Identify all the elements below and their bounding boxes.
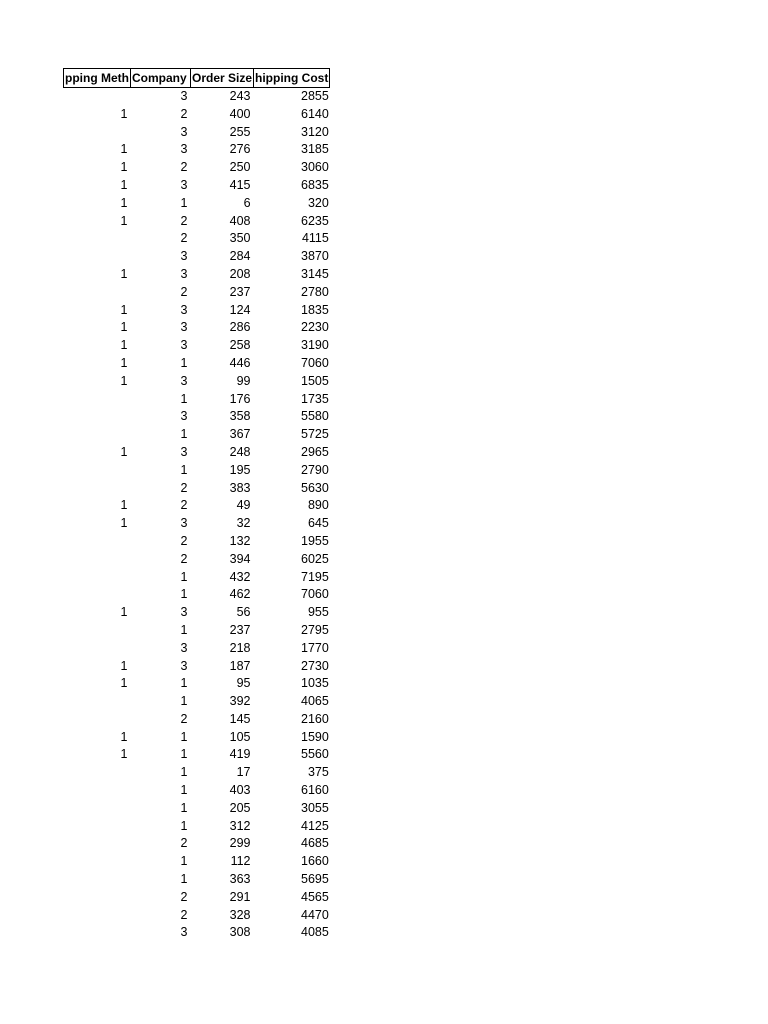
shipping-method-cell[interactable]: 1 xyxy=(120,498,128,513)
order-size-cell[interactable]: 195 xyxy=(229,462,251,477)
shipping-method-cell[interactable] xyxy=(64,764,131,782)
order-size-cell[interactable]: 56 xyxy=(236,605,251,620)
table-row xyxy=(64,391,330,409)
header-row-group xyxy=(64,69,330,88)
shipping-cost-cell[interactable]: 1955 xyxy=(301,533,329,548)
company-cell[interactable]: 3 xyxy=(180,373,188,388)
company-cell[interactable]: 3 xyxy=(180,177,188,192)
order-size-cell[interactable]: 308 xyxy=(229,925,251,940)
order-size-cell[interactable]: 187 xyxy=(229,658,251,673)
shipping-method-cell[interactable]: 1 xyxy=(120,658,128,673)
table-row xyxy=(64,604,330,622)
company-cell[interactable]: 1 xyxy=(180,195,188,210)
header-company[interactable]: Company xyxy=(130,69,190,88)
shipping-cost-cell[interactable]: 1590 xyxy=(301,729,329,744)
company-cell[interactable]: 3 xyxy=(180,302,188,317)
company-cell[interactable]: 1 xyxy=(180,765,188,780)
shipping-method-cell[interactable] xyxy=(64,622,131,640)
order-size-cell[interactable]: 99 xyxy=(236,373,251,388)
table-row xyxy=(64,426,330,444)
shipping-method-cell[interactable] xyxy=(64,88,131,106)
company-cell[interactable]: 3 xyxy=(180,605,188,620)
shipping-cost-cell[interactable]: 2790 xyxy=(301,462,329,477)
company-cell[interactable]: 3 xyxy=(180,320,188,335)
order-size-cell[interactable]: 400 xyxy=(229,106,251,121)
table-row xyxy=(64,177,330,195)
company-cell[interactable]: 1 xyxy=(180,391,188,406)
order-size-cell[interactable]: 205 xyxy=(229,800,251,815)
company-cell[interactable]: 2 xyxy=(180,836,188,851)
company-cell[interactable]: 3 xyxy=(180,124,188,139)
order-size-cell[interactable]: 255 xyxy=(229,124,251,139)
company-cell[interactable]: 3 xyxy=(180,338,188,353)
order-size-cell[interactable]: 419 xyxy=(229,747,251,762)
shipping-method-cell[interactable]: 1 xyxy=(120,195,128,210)
shipping-cost-cell[interactable]: 6140 xyxy=(301,106,329,121)
company-cell[interactable]: 3 xyxy=(180,444,188,459)
shipping-method-cell[interactable] xyxy=(64,230,131,248)
shipping-method-cell[interactable]: 1 xyxy=(120,160,128,175)
shipping-method-cell[interactable] xyxy=(64,480,131,498)
table-row xyxy=(64,640,330,658)
order-size-cell[interactable]: 367 xyxy=(229,427,251,442)
shipping-method-cell[interactable] xyxy=(64,551,131,569)
order-size-cell[interactable]: 408 xyxy=(229,213,251,228)
table-row xyxy=(64,248,330,266)
company-cell[interactable]: 1 xyxy=(180,587,188,602)
order-size-cell[interactable]: 328 xyxy=(229,907,251,922)
order-size-cell[interactable]: 248 xyxy=(229,444,251,459)
table-row xyxy=(64,729,330,747)
shipping-method-cell[interactable]: 1 xyxy=(120,177,128,192)
company-cell[interactable]: 2 xyxy=(180,106,188,121)
table-row xyxy=(64,497,330,515)
shipping-cost-cell[interactable]: 7060 xyxy=(301,355,329,370)
company-cell[interactable]: 2 xyxy=(180,213,188,228)
shipping-cost-cell[interactable]: 1505 xyxy=(301,373,329,388)
table-row xyxy=(64,124,330,142)
shipping-method-cell[interactable] xyxy=(64,124,131,142)
shipping-method-cell[interactable] xyxy=(64,284,131,302)
shipping-method-cell[interactable]: 1 xyxy=(120,142,128,157)
shipping-method-cell[interactable] xyxy=(64,391,131,409)
shipping-cost-cell[interactable]: 890 xyxy=(307,498,329,513)
table-row xyxy=(64,337,330,355)
shipping-method-cell[interactable] xyxy=(64,693,131,711)
shipping-cost-cell[interactable]: 2160 xyxy=(301,711,329,726)
shipping-method-cell[interactable] xyxy=(64,924,131,942)
company-cell[interactable]: 2 xyxy=(180,480,188,495)
table-row xyxy=(64,835,330,853)
shipping-method-cell[interactable]: 1 xyxy=(120,444,128,459)
company-cell[interactable]: 3 xyxy=(180,640,188,655)
shipping-cost-cell[interactable]: 5560 xyxy=(301,747,329,762)
shipping-method-cell[interactable] xyxy=(64,782,131,800)
shipping-cost-cell[interactable]: 2230 xyxy=(301,320,329,335)
shipping-method-cell[interactable] xyxy=(64,711,131,729)
shipping-method-cell[interactable]: 1 xyxy=(120,729,128,744)
company-cell[interactable]: 2 xyxy=(180,907,188,922)
table-row xyxy=(64,319,330,337)
order-size-cell[interactable]: 95 xyxy=(236,676,251,691)
shipping-cost-cell[interactable]: 1835 xyxy=(301,302,329,317)
shipping-method-cell[interactable] xyxy=(64,800,131,818)
table-row xyxy=(64,586,330,604)
table-row xyxy=(64,622,330,640)
shipping-method-cell[interactable] xyxy=(64,835,131,853)
order-size-cell[interactable]: 312 xyxy=(229,818,251,833)
shipping-cost-cell[interactable]: 4125 xyxy=(301,818,329,833)
order-size-cell[interactable]: 49 xyxy=(236,498,251,513)
company-cell[interactable]: 3 xyxy=(180,658,188,673)
shipping-method-cell[interactable]: 1 xyxy=(120,605,128,620)
shipping-cost-cell[interactable]: 955 xyxy=(307,605,329,620)
company-cell[interactable]: 1 xyxy=(180,818,188,833)
shipping-cost-cell[interactable]: 3145 xyxy=(301,266,329,281)
shipping-method-cell[interactable] xyxy=(64,871,131,889)
header-shipping-cost[interactable]: hipping Cost xyxy=(254,69,330,88)
table-row xyxy=(64,800,330,818)
company-cell[interactable]: 1 xyxy=(180,729,188,744)
order-size-cell[interactable]: 105 xyxy=(229,729,251,744)
table-row xyxy=(64,302,330,320)
order-size-cell[interactable]: 291 xyxy=(229,889,251,904)
company-cell[interactable]: 1 xyxy=(180,462,188,477)
table-row xyxy=(64,159,330,177)
shipping-cost-cell[interactable]: 5725 xyxy=(301,427,329,442)
header-row xyxy=(64,69,330,88)
shipping-method-cell[interactable]: 1 xyxy=(120,213,128,228)
table-row xyxy=(64,675,330,693)
shipping-cost-cell[interactable]: 1035 xyxy=(301,676,329,691)
shipping-method-cell[interactable]: 1 xyxy=(120,266,128,281)
table-row xyxy=(64,746,330,764)
company-cell[interactable]: 2 xyxy=(180,160,188,175)
company-cell[interactable]: 3 xyxy=(180,89,188,103)
spreadsheet-table xyxy=(63,68,330,942)
table-row xyxy=(64,373,330,391)
order-size-cell[interactable]: 218 xyxy=(229,640,251,655)
table-row xyxy=(64,195,330,213)
company-cell[interactable]: 3 xyxy=(180,925,188,940)
shipping-method-cell[interactable]: 1 xyxy=(120,302,128,317)
shipping-method-cell[interactable]: 1 xyxy=(120,355,128,370)
shipping-cost-cell[interactable]: 5630 xyxy=(301,480,329,495)
shipping-method-cell[interactable] xyxy=(64,408,131,426)
order-size-cell[interactable]: 258 xyxy=(229,338,251,353)
shipping-cost-cell[interactable]: 6160 xyxy=(301,783,329,798)
table-row xyxy=(64,462,330,480)
shipping-cost-cell[interactable]: 6025 xyxy=(301,551,329,566)
company-cell[interactable]: 1 xyxy=(180,569,188,584)
shipping-method-cell[interactable] xyxy=(64,533,131,551)
table-row xyxy=(64,924,330,942)
company-cell[interactable]: 3 xyxy=(180,409,188,424)
shipping-cost-cell[interactable]: 7195 xyxy=(301,569,329,584)
shipping-method-cell[interactable]: 1 xyxy=(120,320,128,335)
table-row xyxy=(64,853,330,871)
table-row xyxy=(64,515,330,533)
shipping-cost-cell[interactable]: 4065 xyxy=(301,694,329,709)
order-size-cell[interactable]: 276 xyxy=(229,142,251,157)
table-row xyxy=(64,106,330,124)
shipping-cost-cell[interactable]: 4085 xyxy=(301,925,329,940)
table-row xyxy=(64,871,330,889)
shipping-cost-cell[interactable]: 4565 xyxy=(301,889,329,904)
order-size-cell[interactable]: 432 xyxy=(229,569,251,584)
table-row xyxy=(64,88,330,106)
order-size-cell[interactable]: 403 xyxy=(229,783,251,798)
shipping-method-cell[interactable] xyxy=(64,569,131,587)
table-row xyxy=(64,408,330,426)
shipping-cost-cell[interactable]: 5695 xyxy=(301,872,329,887)
company-cell[interactable]: 1 xyxy=(180,747,188,762)
company-cell[interactable]: 1 xyxy=(180,783,188,798)
shipping-cost-cell[interactable]: 645 xyxy=(307,516,329,531)
order-size-cell[interactable]: 32 xyxy=(236,516,251,531)
company-cell[interactable]: 2 xyxy=(180,231,188,246)
company-cell[interactable]: 3 xyxy=(180,249,188,264)
shipping-cost-cell[interactable]: 6835 xyxy=(301,177,329,192)
header-shipping-method[interactable]: pping Meth xyxy=(64,69,131,88)
table-row xyxy=(64,533,330,551)
company-cell[interactable]: 2 xyxy=(180,889,188,904)
order-size-cell[interactable]: 286 xyxy=(229,320,251,335)
company-cell[interactable]: 2 xyxy=(180,711,188,726)
table-row xyxy=(64,444,330,462)
company-cell[interactable]: 1 xyxy=(180,872,188,887)
table-row xyxy=(64,213,330,231)
shipping-cost-cell[interactable]: 5580 xyxy=(301,409,329,424)
order-size-cell[interactable]: 132 xyxy=(229,533,251,548)
company-cell[interactable]: 3 xyxy=(180,142,188,157)
company-cell[interactable]: 1 xyxy=(180,676,188,691)
company-cell[interactable]: 3 xyxy=(180,516,188,531)
table-row xyxy=(64,551,330,569)
shipping-cost-cell[interactable]: 3120 xyxy=(301,124,329,139)
order-size-cell[interactable]: 208 xyxy=(229,266,251,281)
shipping-method-cell[interactable] xyxy=(64,853,131,871)
table-row xyxy=(64,764,330,782)
table-row xyxy=(64,480,330,498)
order-size-cell[interactable]: 17 xyxy=(236,765,251,780)
order-size-cell[interactable]: 176 xyxy=(229,391,251,406)
shipping-cost-cell[interactable]: 4685 xyxy=(301,836,329,851)
table-row xyxy=(64,818,330,836)
table-row xyxy=(64,230,330,248)
shipping-method-cell[interactable] xyxy=(64,640,131,658)
table-row xyxy=(64,658,330,676)
shipping-cost-cell[interactable]: 2730 xyxy=(301,658,329,673)
shipping-method-cell[interactable] xyxy=(64,426,131,444)
header-order-size[interactable]: Order Size xyxy=(190,69,253,88)
shipping-cost-cell[interactable]: 7060 xyxy=(301,587,329,602)
company-cell[interactable]: 2 xyxy=(180,498,188,513)
order-size-cell[interactable]: 112 xyxy=(230,854,251,869)
company-cell[interactable]: 1 xyxy=(180,355,188,370)
shipping-method-cell[interactable] xyxy=(64,889,131,907)
order-size-cell[interactable]: 250 xyxy=(229,160,251,175)
order-size-cell[interactable]: 415 xyxy=(229,177,251,192)
order-size-cell[interactable]: 243 xyxy=(229,89,251,103)
shipping-method-cell[interactable]: 1 xyxy=(120,676,128,691)
shipping-cost-cell[interactable]: 1735 xyxy=(301,391,329,406)
table-row xyxy=(64,569,330,587)
order-size-cell[interactable]: 446 xyxy=(229,355,251,370)
shipping-cost-cell[interactable]: 2965 xyxy=(301,444,329,459)
shipping-cost-cell[interactable]: 1770 xyxy=(301,640,329,655)
table-row xyxy=(64,141,330,159)
shipping-method-cell[interactable] xyxy=(64,907,131,925)
company-cell[interactable]: 2 xyxy=(180,551,188,566)
shipping-cost-cell[interactable]: 3185 xyxy=(301,142,329,157)
company-cell[interactable]: 1 xyxy=(180,427,188,442)
shipping-cost-cell[interactable]: 2780 xyxy=(301,284,329,299)
company-cell[interactable]: 2 xyxy=(180,533,188,548)
shipping-cost-cell[interactable]: 3870 xyxy=(301,249,329,264)
order-size-cell[interactable]: 145 xyxy=(229,711,251,726)
order-size-cell[interactable]: 350 xyxy=(229,231,251,246)
shipping-cost-cell[interactable]: 2795 xyxy=(301,622,329,637)
order-size-cell[interactable]: 363 xyxy=(229,872,251,887)
shipping-method-cell[interactable]: 1 xyxy=(120,516,128,531)
table-row xyxy=(64,284,330,302)
shipping-cost-cell[interactable]: 320 xyxy=(307,195,329,210)
shipping-method-cell[interactable] xyxy=(64,248,131,266)
shipping-method-cell[interactable] xyxy=(64,586,131,604)
table-row xyxy=(64,889,330,907)
order-size-cell[interactable]: 462 xyxy=(229,587,251,602)
shipping-cost-cell[interactable]: 3055 xyxy=(301,800,329,815)
shipping-cost-cell[interactable]: 6235 xyxy=(301,213,329,228)
company-cell[interactable]: 1 xyxy=(180,622,188,637)
shipping-method-cell[interactable]: 1 xyxy=(120,338,128,353)
shipping-cost-cell[interactable]: 2855 xyxy=(301,89,329,103)
shipping-cost-cell[interactable]: 3190 xyxy=(301,338,329,353)
shipping-cost-cell[interactable]: 4115 xyxy=(301,231,329,246)
order-size-cell[interactable]: 299 xyxy=(229,836,251,851)
table-body xyxy=(64,88,330,943)
order-size-cell[interactable]: 124 xyxy=(229,302,251,317)
shipping-cost-cell[interactable]: 4470 xyxy=(301,907,329,922)
shipping-method-cell[interactable] xyxy=(64,462,131,480)
order-size-cell[interactable]: 237 xyxy=(229,622,251,637)
order-size-cell[interactable]: 358 xyxy=(229,409,251,424)
order-size-cell[interactable]: 284 xyxy=(229,249,251,264)
order-size-cell[interactable]: 394 xyxy=(229,551,251,566)
company-cell[interactable]: 3 xyxy=(180,266,188,281)
order-size-cell[interactable]: 383 xyxy=(229,480,251,495)
table-row xyxy=(64,711,330,729)
table-row xyxy=(64,266,330,284)
shipping-cost-cell[interactable]: 3060 xyxy=(301,160,329,175)
company-cell[interactable]: 1 xyxy=(180,694,188,709)
table-row xyxy=(64,907,330,925)
order-size-cell[interactable]: 392 xyxy=(229,694,251,709)
shipping-method-cell[interactable] xyxy=(64,818,131,836)
order-size-cell[interactable]: 237 xyxy=(229,284,251,299)
company-cell[interactable]: 2 xyxy=(180,284,188,299)
company-cell[interactable]: 1 xyxy=(180,854,188,869)
shipping-method-cell[interactable]: 1 xyxy=(120,106,128,121)
shipping-cost-cell[interactable]: 375 xyxy=(307,765,329,780)
table-row xyxy=(64,693,330,711)
order-size-cell[interactable]: 6 xyxy=(243,195,251,210)
table-row xyxy=(64,355,330,373)
shipping-method-cell[interactable]: 1 xyxy=(120,747,128,762)
shipping-method-cell[interactable]: 1 xyxy=(120,373,128,388)
shipping-cost-cell[interactable]: 1660 xyxy=(301,854,329,869)
company-cell[interactable]: 1 xyxy=(180,800,188,815)
table-row xyxy=(64,782,330,800)
